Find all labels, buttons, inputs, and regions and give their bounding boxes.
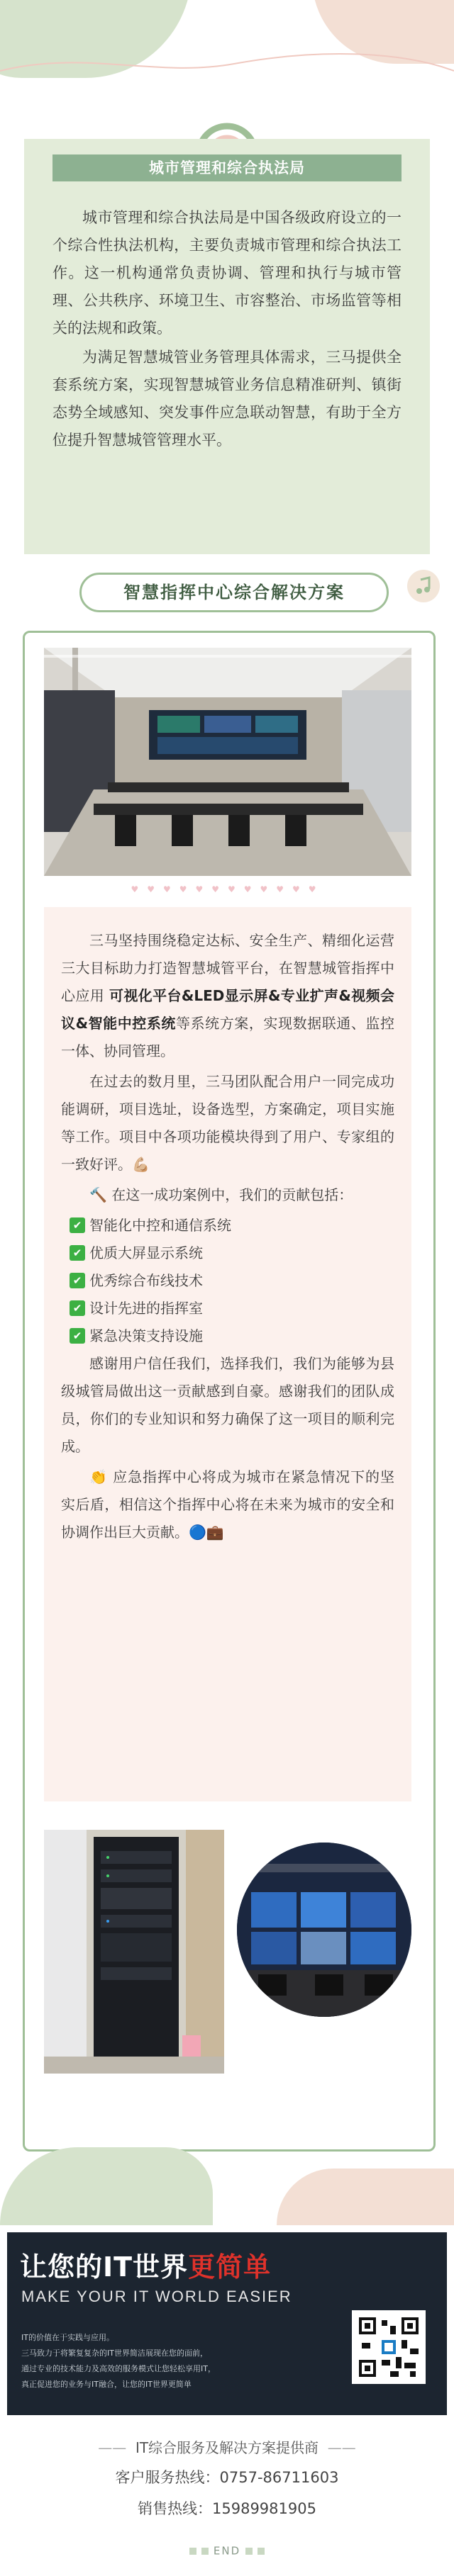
- contribution-item: ✔ 智能化中控和通信系统: [61, 1212, 394, 1239]
- qr-code-icon: [352, 2310, 426, 2384]
- intro-paragraph: 城市管理和综合执法局是中国各级政府设立的一个综合性执法机构，主要负责城市管理和综合执法工作。这一机构通常负责协调、管理和执行与城市管理、公共秩序、环境卫生、市容整治、市场监管等相关的法规和政策。: [52, 209, 402, 337]
- intro-title: 城市管理和综合执法局: [52, 154, 402, 181]
- heart-divider: ♥♥♥♥♥♥♥♥♥♥♥♥: [131, 884, 325, 894]
- monitor-wall-photo: [237, 1843, 411, 2017]
- case-paragraph-2: 在过去的数月里，三马团队配合用户一同完成功能调研，项目选址，设备选型，方案确定，项目实施等工作。项目中各项功能模块得到了用户、专家组的一致好评。💪🏼: [61, 1073, 394, 1173]
- case-paragraph-1: 三马坚持围绕稳定达标、安全生产、精细化运营三大目标助力打造智慧城管平台，在智慧城管指挥中心应用 可视化平台&LED显示屏&专业扩声&视频会议&智能中控系统等系统方案，实现数据联通、监控一体、协同管理。: [61, 932, 395, 1059]
- intro-paragraph: 为满足智慧城管业务管理具体需求，三马提供全套系统方案，实现智慧城管业务信息精准研判、镇街态势全域感知、突发事件应急联动智慧，有助于全方位提升智慧城管管理水平。: [52, 349, 402, 449]
- contribution-item: ✔ 紧急决策支持设施: [61, 1322, 394, 1350]
- case-paragraph-3: 🔨 在这一成功案例中，我们的贡献包括：: [89, 1186, 353, 1203]
- banner-title: 让您的IT世界更简单: [20, 2251, 272, 2283]
- contribution-item: ✔ 优秀综合布线技术: [61, 1267, 394, 1295]
- brand-banner: [7, 2232, 447, 2415]
- intro-body: [52, 204, 402, 456]
- banner-text: IT的价值在于实践与应用。 三马致力于将繁复复杂的IT世界简洁展现在您的面前， 通过专业的技术能力及高效的服务模式让您轻松享用IT， 真正促进您的业务与IT融合，让您的IT世界更简单: [21, 2333, 216, 2389]
- banner-subtitle: MAKE YOUR IT WORLD EASIER: [21, 2288, 292, 2305]
- service-phone-link[interactable]: 0757-86711603: [219, 2469, 339, 2486]
- section-title: 智慧指挥中心综合解决方案: [79, 573, 389, 612]
- contribution-item: ✔ 设计先进的指挥室: [61, 1295, 394, 1322]
- sales-hotline: 销售热线：15989981905: [138, 2500, 316, 2517]
- footer-title: —— IT综合服务及解决方案提供商 ——: [98, 2439, 356, 2456]
- case-text-body: [61, 927, 394, 1549]
- contribution-item: ✔ 优质大屏显示系统: [61, 1239, 394, 1267]
- command-center-photo: [44, 648, 411, 876]
- case-highlight: 可视化平台&LED显示屏&专业扩声&视频会议&智能中控系统: [61, 987, 395, 1032]
- service-hotline: 客户服务热线：0757-86711603: [115, 2469, 339, 2486]
- header-curve-line: [0, 43, 454, 85]
- server-rack-photo: [44, 1830, 224, 2074]
- case-paragraph-5: 👏 应急指挥中心将成为城市在紧急情况下的坚实后盾，相信这个指挥中心将在未来为城市的安全和协调作出巨大贡献。🔵💼: [61, 1468, 394, 1541]
- music-note-icon: [407, 570, 440, 602]
- case-paragraph-4: 感谢用户信任我们，选择我们，我们为能够为县级城管局做出这一贡献感到自豪。感谢我们的团队成员，你们的专业知识和努力确保了这一项目的顺利完成。: [61, 1355, 394, 1455]
- intro-card: [24, 139, 430, 554]
- end-marker: END: [0, 2544, 454, 2558]
- sales-phone-link[interactable]: 15989981905: [212, 2500, 316, 2517]
- footer-decoration-left: [0, 2147, 213, 2225]
- case-text-card: [44, 907, 411, 1801]
- footer-decoration-right: [277, 2169, 454, 2225]
